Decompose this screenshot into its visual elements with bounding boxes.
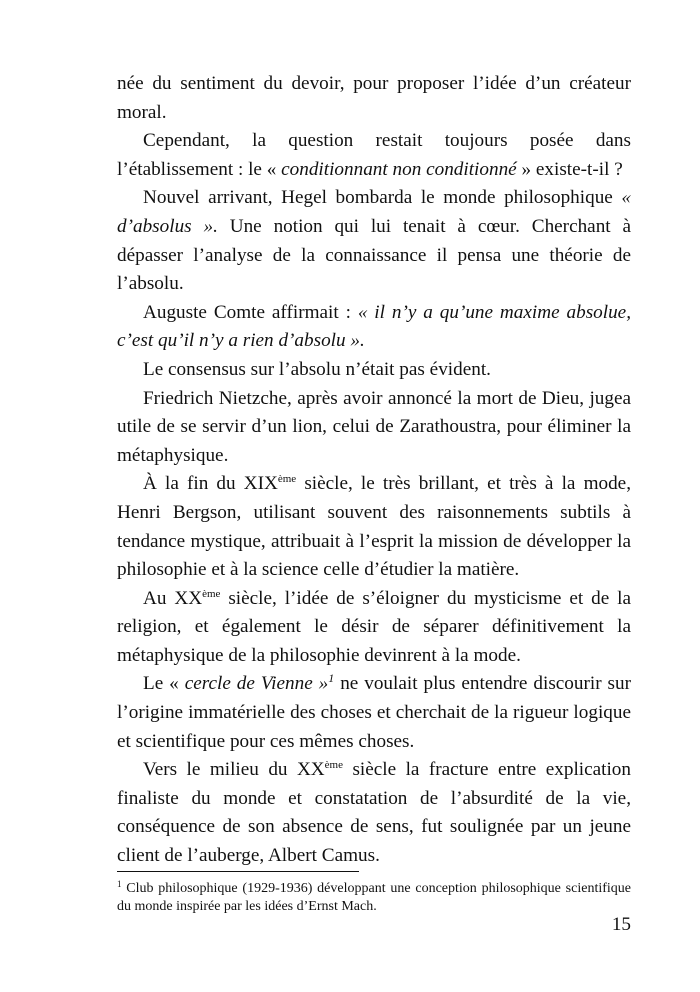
paragraph-2-text-a: Cependant, la question restait toujours posée dans l’établissement : le « bbox=[117, 130, 631, 180]
paragraph-6 bbox=[117, 385, 631, 471]
paragraph-2-text-b: » existe-t-il ? bbox=[516, 158, 623, 180]
paragraph-8 bbox=[117, 585, 631, 671]
paragraph-6-text: Friedrich Nietzche, après avoir annoncé la mort de Dieu, jugea utile de se servir d’un lion, celui de Zarathoustra, pour éliminer la métaphysique. bbox=[117, 387, 631, 466]
paragraph-4-text-a: Auguste Comte affirmait : bbox=[143, 301, 358, 323]
paragraph-9-text-b: ne voulait plus entendre discourir sur l’origine immatérielle des choses et cherchait de la rigueur logique et scientifique pour ces mêmes choses. bbox=[117, 673, 631, 752]
paragraph-9 bbox=[117, 670, 631, 756]
paragraph-4 bbox=[117, 299, 631, 356]
paragraph-7-superscript: ème bbox=[277, 473, 297, 486]
paragraph-5-text: Le consensus sur l’absolu n’était pas évident. bbox=[143, 358, 491, 380]
paragraph-7-text-b: siècle, le très brillant, et très à la mode, Henri Bergson, utilisant souvent des raisonnements subtils à tendance mystique, attribuait à l’esprit la mission de développer la philosophie et à la science celle d’étudier la matière. bbox=[117, 473, 631, 581]
paragraph-8-superscript: ème bbox=[202, 587, 221, 600]
paragraph-10-text-b: siècle la fracture entre explication finaliste du monde et constatation de l’absurdité de la vie, conséquence de son absence de sens, fut soulignée par un jeune client de l’auberge, Albert Camus. bbox=[117, 759, 631, 867]
footnote-text: Club philosophique (1929-1936) développant une conception philosophique scientifique du monde inspirée par les idées d’Ernst Mach. bbox=[117, 881, 631, 914]
paragraph-3-text-b: Une notion qui lui tenait à cœur. Cherchant à dépasser l’analyse de la connaissance il pensa une théorie de l’absolu. bbox=[117, 215, 631, 295]
paragraph-2 bbox=[117, 127, 631, 184]
paragraph-3 bbox=[117, 184, 631, 298]
paragraph-10 bbox=[117, 756, 631, 870]
footnote-reference[interactable]: 1 bbox=[328, 671, 335, 686]
paragraph-8-text-b: siècle, l’idée de s’éloigner du mysticisme et de la religion, et également le désir de séparer définitivement la métaphysique de la philosophie devinrent à la mode. bbox=[117, 587, 631, 666]
paragraph-10-text-a: Vers le milieu du XX bbox=[143, 759, 325, 781]
paragraph-10-superscript: ème bbox=[324, 759, 343, 772]
paragraph-7-text-a: À la fin du XIX bbox=[143, 473, 278, 495]
paragraph-9-italic: cercle de Vienne » bbox=[184, 673, 329, 695]
footnote-divider bbox=[117, 871, 359, 872]
paragraph-7 bbox=[117, 470, 631, 584]
paragraph-8-text-a: Au XX bbox=[143, 587, 203, 609]
footnote bbox=[117, 880, 631, 916]
paragraph-3-italic: « d’absolus ». bbox=[117, 187, 631, 237]
footnote-marker: 1 bbox=[117, 879, 122, 889]
paragraph-9-text-a: Le « bbox=[143, 673, 185, 695]
paragraph-1 bbox=[117, 70, 631, 127]
paragraph-1-text: née du sentiment du devoir, pour proposer l’idée d’un créateur moral. bbox=[117, 73, 631, 123]
paragraph-4-italic: « il n’y a qu’une maxime absolue, c’est qu’il n’y a rien d’absolu ». bbox=[117, 301, 631, 352]
body-text bbox=[117, 70, 631, 871]
paragraph-2-italic: conditionnant non conditionné bbox=[281, 158, 517, 180]
page-number: 15 bbox=[611, 914, 631, 935]
paragraph-5 bbox=[117, 356, 631, 385]
page-body bbox=[117, 70, 631, 871]
paragraph-3-text-a: Nouvel arrivant, Hegel bombarda le monde philosophique bbox=[143, 187, 622, 209]
